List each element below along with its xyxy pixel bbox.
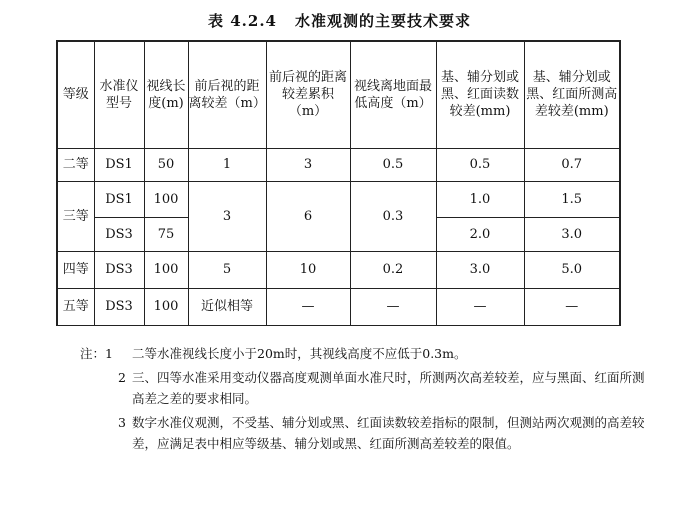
cell-diff: 近似相等 (188, 288, 266, 325)
cell-grade: 四等 (57, 251, 94, 288)
cell-length: 50 (144, 148, 188, 181)
cell-reading-diff: 1.0 (436, 181, 524, 217)
cell-length: 100 (144, 251, 188, 288)
table-caption: 水准观测的主要技术要求 (294, 12, 471, 30)
table-row (57, 181, 620, 217)
header-sight-length: 视线长度(m) (144, 41, 188, 148)
cell-diff: 3 (188, 181, 266, 251)
header-distance-diff: 前后视的距离较差（m） (188, 41, 266, 148)
table-row (57, 288, 620, 325)
cell-reading-diff: 2.0 (436, 217, 524, 251)
cell-cumulative: 6 (266, 181, 350, 251)
cell-reading-diff: 3.0 (436, 251, 524, 288)
cell-cumulative: — (266, 288, 350, 325)
note-item (80, 343, 650, 364)
note-text: 三、四等水准采用变动仪器高度观测单面水准尺时，所测两次高差较差，应与黑面、红面所测高差之差的要求相同。 (132, 370, 645, 406)
header-reading-diff: 基、辅分划或黑、红面读数较差(mm) (436, 41, 524, 148)
cell-height: 0.3 (350, 181, 436, 251)
table-number: 表 4.2.4 (208, 12, 277, 30)
cell-measured-diff: 0.7 (524, 148, 620, 181)
cell-model: DS3 (94, 217, 144, 251)
spec-table (56, 40, 621, 326)
cell-cumulative: 3 (266, 148, 350, 181)
note-text: 二等水准视线长度小于20m时，其视线高度不应低于0.3m。 (132, 346, 467, 361)
cell-height: 0.2 (350, 251, 436, 288)
note-number: 3 (118, 415, 126, 430)
cell-reading-diff: — (436, 288, 524, 325)
header-distance-cumulative: 前后视的距离较差累积（m） (266, 41, 350, 148)
table-notes (80, 343, 650, 454)
cell-measured-diff: 5.0 (524, 251, 620, 288)
header-measured-diff: 基、辅分划或黑、红面所测高差较差(mm) (524, 41, 620, 148)
cell-measured-diff: 1.5 (524, 181, 620, 217)
cell-model: DS1 (94, 181, 144, 217)
cell-length: 75 (144, 217, 188, 251)
cell-grade: 五等 (57, 288, 94, 325)
cell-length: 100 (144, 288, 188, 325)
table-row (57, 148, 620, 181)
cell-measured-diff: 3.0 (524, 217, 620, 251)
cell-diff: 5 (188, 251, 266, 288)
note-number: 2 (118, 370, 126, 385)
cell-grade: 二等 (57, 148, 94, 181)
note-text: 数字水准仪观测，不受基、辅分划或黑、红面读数较差指标的限制，但测站两次观测的高差较差，应满足表中相应等级基、辅分划或黑、红面所测高差较差的限值。 (132, 415, 645, 451)
header-row (57, 41, 620, 148)
header-min-height: 视线离地面最低高度（m） (350, 41, 436, 148)
header-model: 水准仪型号 (94, 41, 144, 148)
cell-height: 0.5 (350, 148, 436, 181)
cell-height: — (350, 288, 436, 325)
cell-model: DS3 (94, 251, 144, 288)
cell-reading-diff: 0.5 (436, 148, 524, 181)
cell-length: 100 (144, 181, 188, 217)
cell-model: DS3 (94, 288, 144, 325)
table-title (0, 10, 679, 31)
cell-measured-diff: — (524, 288, 620, 325)
cell-model: DS1 (94, 148, 144, 181)
table-row (57, 251, 620, 288)
cell-grade: 三等 (57, 181, 94, 251)
header-grade: 等级 (57, 41, 94, 148)
cell-diff: 1 (188, 148, 266, 181)
note-prefix: 注：1 (80, 346, 113, 361)
note-item (80, 412, 650, 454)
cell-cumulative: 10 (266, 251, 350, 288)
note-item (80, 367, 650, 409)
